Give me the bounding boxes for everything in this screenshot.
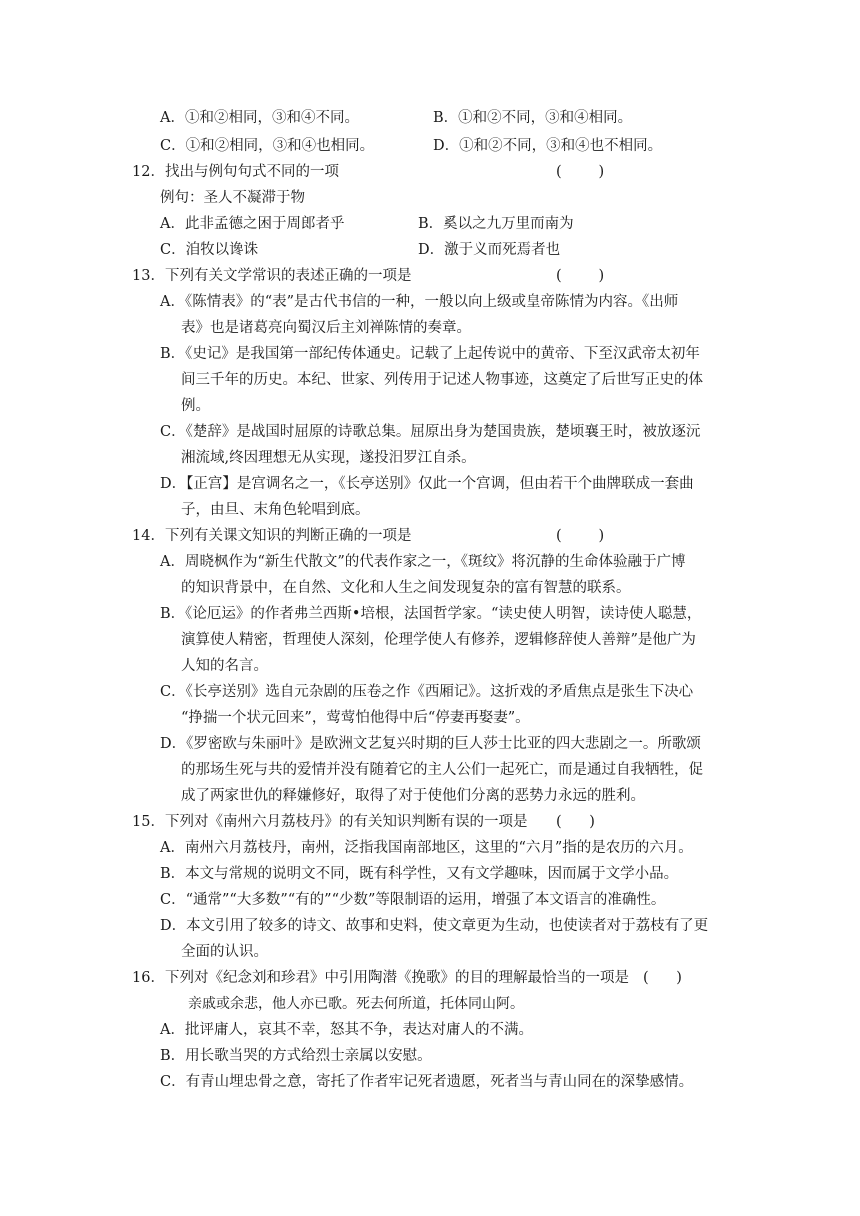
q13-option-d-line2: 子，由旦、末角色轮唱到底。 bbox=[181, 502, 370, 518]
q12-option-a: A．此非孟德之困于周郎者乎 bbox=[160, 216, 345, 232]
q15-option-c-line1: C．“通常”“大多数”“有的”“少数”等限制语的运用，增强了本文语言的准确性。 bbox=[160, 892, 666, 908]
q14-option-b-line1: B．《论厄运》的作者弗兰西斯•培根，法国哲学家。“读史使人明智，读诗使人聪慧， bbox=[160, 606, 702, 622]
q14-option-d-line2: 的那场生死与共的爱情并没有随着它的主人公们一起死亡，而是通过自我牺牲，促 bbox=[181, 762, 703, 778]
q14-option-b-line3: 人知的名言。 bbox=[181, 658, 268, 674]
q13-answer-parens: ( ) bbox=[556, 268, 605, 284]
q13-option-b-line1: B．《史记》是我国第一部纪传体通史。记载了上起传说中的黄帝、下至汉武帝太初年 bbox=[160, 346, 700, 362]
q14-option-d-line1: D．《罗密欧与朱丽叶》是欧洲文艺复兴时期的巨人莎士比亚的四大悲剧之一。所歌颂 bbox=[160, 736, 701, 752]
q13-option-b-line2: 间三千年的历史。本纪、世家、列传用于记述人物事迹，这奠定了后世写正史的体 bbox=[181, 372, 703, 388]
q14-answer-parens: ( ) bbox=[556, 528, 605, 544]
q12-option-d: D．激于义而死焉者也 bbox=[418, 242, 561, 258]
q12-option-b: B．奚以之九万里而南为 bbox=[418, 216, 574, 232]
q11-option-a: A．①和②相同，③和④不同。 bbox=[160, 110, 359, 126]
q16-answer-parens: ( ) bbox=[643, 970, 682, 986]
q13-option-a-line2: 表》也是诸葛亮向蜀汉后主刘禅陈情的奏章。 bbox=[181, 320, 471, 336]
q13-option-c-line2: 湘流域,终因理想无从实现，遂投汨罗江自杀。 bbox=[181, 450, 476, 466]
q12-option-c: C．洎牧以谗诛 bbox=[160, 242, 259, 258]
q15-option-d-line2: 全面的认识。 bbox=[181, 944, 268, 960]
q13-option-b-line3: 例。 bbox=[181, 398, 210, 414]
q11-option-d: D．①和②不同，③和④也不相同。 bbox=[433, 138, 663, 154]
q15-option-b-line1: B．本文与常规的说明文不同，既有科学性，又有文学趣味，因而属于文学小品。 bbox=[160, 866, 679, 882]
q14-option-a-line2: 的知识背景中，在自然、文化和人生之间发现复杂的富有智慧的联系。 bbox=[181, 580, 631, 596]
q13-stem: 13．下列有关文学常识的表述正确的一项是 bbox=[132, 268, 412, 284]
q12-stem: 12．找出与例句句式不同的一项 bbox=[132, 164, 339, 180]
q16-option-a-line1: A．批评庸人，哀其不幸，怒其不争，表达对庸人的不满。 bbox=[160, 1022, 533, 1038]
q12-example: 例句：圣人不凝滞于物 bbox=[160, 190, 305, 206]
q14-option-c-line2: “挣揣一个状元回来”，莺莺怕他得中后“停妻再娶妻”。 bbox=[181, 710, 530, 726]
q15-option-a-line1: A．南州六月荔枝丹，南州，泛指我国南部地区，这里的“六月”指的是农历的六月。 bbox=[160, 840, 693, 856]
q13-option-d-line1: D．【正宫】是宫调名之一，《长亭送别》仅此一个宫调，但由若干个曲牌联成一套曲 bbox=[160, 476, 694, 492]
q14-option-a-line1: A．周晓枫作为“新生代散文”的代表作家之一，《斑纹》将沉静的生命体验融于广博 bbox=[160, 554, 686, 570]
q16-poem-quote: 亲戚或余悲，他人亦已歌。死去何所道，托体同山阿。 bbox=[188, 996, 524, 1012]
q16-option-c-line1: C．有青山埋忠骨之意，寄托了作者牢记死者遗愿，死者当与青山同在的深挚感情。 bbox=[160, 1074, 694, 1090]
q15-option-d-line1: D．本文引用了较多的诗文、故事和史料，使文章更为生动，也使读者对于荔枝有了更 bbox=[160, 918, 709, 934]
q11-option-c: C．①和②相同，③和④也相同。 bbox=[160, 138, 375, 154]
q14-option-b-line2: 演算使人精密，哲理使人深刻，伦理学使人有修养，逻辑修辞使人善辩”是他广为 bbox=[181, 632, 696, 648]
q12-answer-parens: ( ) bbox=[556, 164, 605, 180]
q13-option-a-line1: A．《陈情表》的“表”是古代书信的一种，一般以向上级或皇帝陈情为内容。《出师 bbox=[160, 294, 679, 310]
q13-option-c-line1: C．《楚辞》是战国时屈原的诗歌总集。屈原出身为楚国贵族，楚顷襄王时，被放逐沅 bbox=[160, 424, 701, 440]
q14-option-d-line3: 成了两家世仇的释嫌修好，取得了对于使他们分离的恶势力永远的胜利。 bbox=[181, 788, 645, 804]
q11-option-b: B．①和②不同，③和④相同。 bbox=[433, 110, 633, 126]
q15-answer-parens: ( ) bbox=[556, 814, 595, 830]
q14-option-c-line1: C．《长亭送别》选自元杂剧的压卷之作《西厢记》。这折戏的矛盾焦点是张生下决心 bbox=[160, 684, 694, 700]
q14-stem: 14．下列有关课文知识的判断正确的一项是 bbox=[132, 528, 412, 544]
q16-stem: 16．下列对《纪念刘和珍君》中引用陶潜《挽歌》的目的理解最恰当的一项是 bbox=[132, 970, 629, 986]
q15-stem: 15．下列对《南州六月荔枝丹》的有关知识判断有误的一项是 bbox=[132, 814, 528, 830]
q16-option-b-line1: B．用长歌当哭的方式给烈士亲属以安慰。 bbox=[160, 1048, 432, 1064]
